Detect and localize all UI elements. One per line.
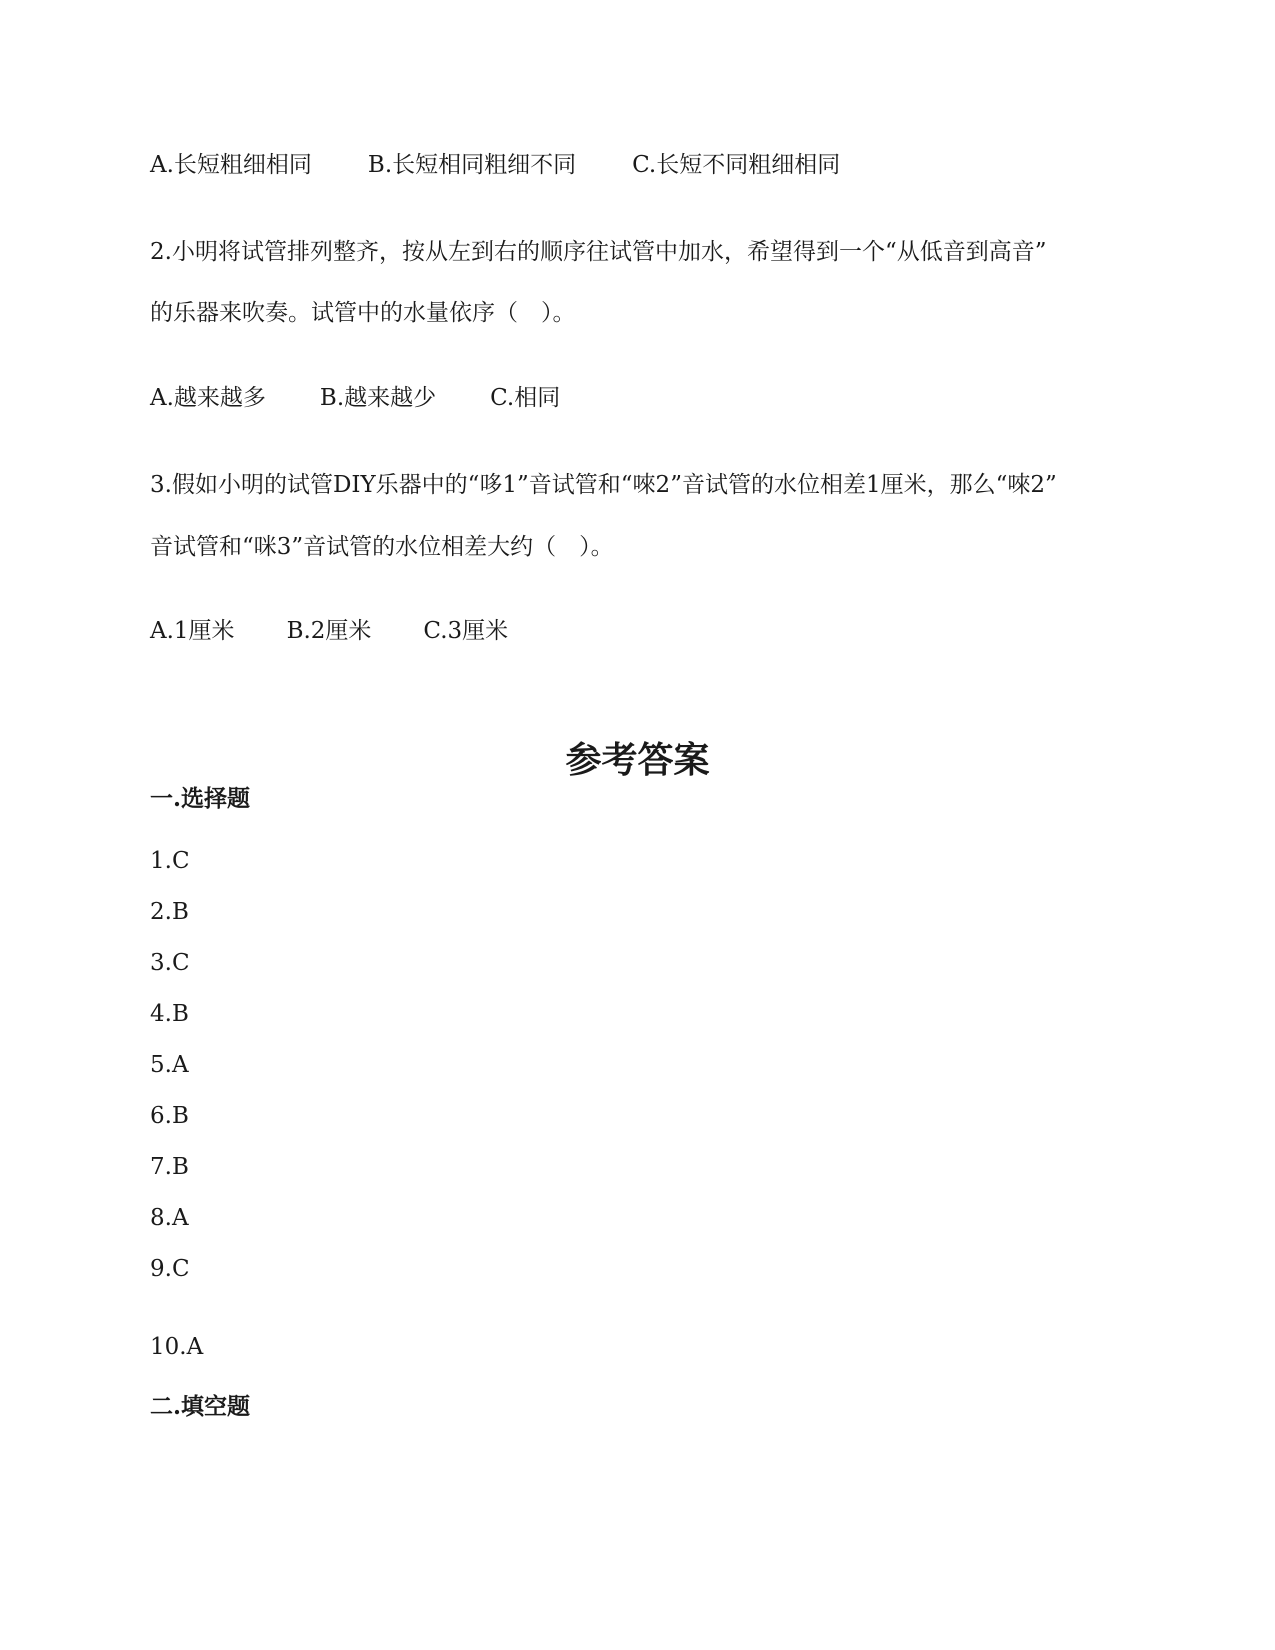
q2-text-line-2: 的乐器来吹奏。试管中的水量依序（ ）。 <box>150 300 576 326</box>
section-heading-multiple-choice: 一.选择题 <box>150 785 251 812</box>
q2-options-row <box>150 383 560 413</box>
answer-item: 2.B <box>150 899 189 925</box>
q2-option-b: B.越来越少 <box>319 385 437 411</box>
q3-text-line-1: 3.假如小明的试管DIY乐器中的“哆1”音试管和“唻2”音试管的水位相差1厘米，那么“唻2” <box>150 472 1057 498</box>
answers-title: 参考答案 <box>565 739 710 781</box>
answer-item: 9.C <box>150 1256 190 1282</box>
answer-item: 6.B <box>150 1103 189 1129</box>
answer-item: 5.A <box>150 1052 189 1078</box>
q1-option-b: B.长短相同粗细不同 <box>367 152 577 178</box>
answer-item: 1.C <box>150 848 190 874</box>
q1-options-row <box>150 150 840 180</box>
q3-option-b: B.2厘米 <box>286 618 372 644</box>
q3-option-c: C.3厘米 <box>423 618 509 644</box>
q3-option-a: A.1厘米 <box>150 618 235 644</box>
q3-text-line-2: 音试管和“咪3”音试管的水位相差大约（ ）。 <box>150 534 614 560</box>
answer-item: 8.A <box>150 1205 189 1231</box>
answer-item: 3.C <box>150 950 190 976</box>
q2-text-line-1: 2.小明将试管排列整齐，按从左到右的顺序往试管中加水，希望得到一个“从低音到高音” <box>150 239 1047 265</box>
answer-item: 10.A <box>150 1334 204 1360</box>
q2-option-a: A.越来越多 <box>150 385 266 411</box>
q3-options-row <box>150 616 508 646</box>
answer-item: 4.B <box>150 1001 189 1027</box>
answer-item: 7.B <box>150 1154 189 1180</box>
section-heading-fill-in-blank: 二.填空题 <box>150 1393 251 1420</box>
q1-option-a: A.长短粗细相同 <box>150 152 312 178</box>
q1-option-c: C.长短不同粗细相同 <box>632 152 841 178</box>
q2-option-c: C.相同 <box>490 385 561 411</box>
